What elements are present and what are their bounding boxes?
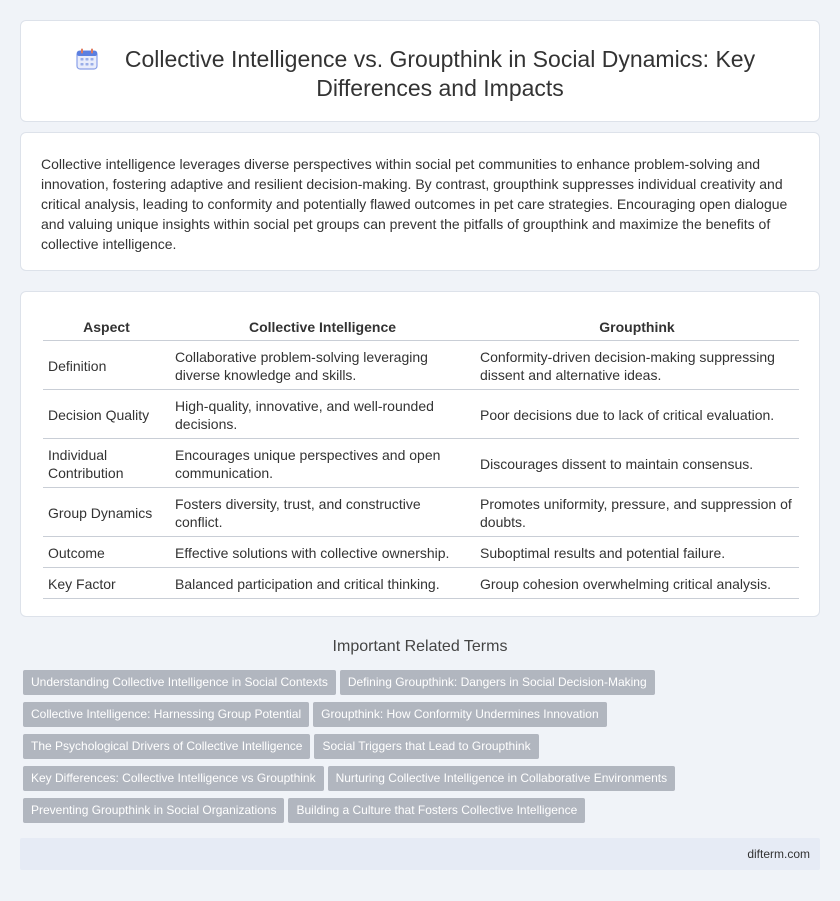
comparison-card [20,291,820,617]
table-row [43,439,799,488]
intro-paragraph: Collective intelligence leverages diverse perspectives within social pet communities to enhance problem-solving and innovation, fostering adaptive and resilient decision-making. By contrast, groupthink suppresses individual creativity and critical analysis, leading to conformity and potentially flawed outcomes in pet care strategies. Encouraging open dialogue and valuing unique insights within social pet groups can prevent the pitfalls of groupthink and maximize the benefits of collective intelligence. [41,156,788,252]
table-row [43,341,799,390]
footer-site-link[interactable]: difterm.com [747,847,810,861]
collective-cell: Fosters diversity, trust, and constructive conflict. [170,488,475,537]
footer [20,838,820,870]
groupthink-cell: Group cohesion overwhelming critical analysis. [475,568,799,599]
groupthink-cell: Promotes uniformity, pressure, and suppression of doubts. [475,488,799,537]
related-term-tag[interactable]: Preventing Groupthink in Social Organizations [23,798,284,823]
related-term-tag[interactable]: Defining Groupthink: Dangers in Social Decision-Making [340,670,655,695]
table-row [43,488,799,537]
table-header-row [43,316,799,341]
groupthink-cell: Poor decisions due to lack of critical evaluation. [475,390,799,439]
page-title: Collective Intelligence vs. Groupthink in Social Dynamics: Key Differences and Impacts [124,46,756,101]
related-term-tag[interactable]: Groupthink: How Conformity Undermines Innovation [313,702,606,727]
related-term-tag[interactable]: Key Differences: Collective Intelligence vs Groupthink [23,766,324,791]
related-term-tag[interactable]: Understanding Collective Intelligence in Social Contexts [23,670,336,695]
comparison-table [43,316,799,599]
aspect-cell: Definition [43,341,170,390]
collective-cell: Effective solutions with collective ownership. [170,537,475,568]
table-row [43,568,799,599]
related-term-tag[interactable]: Collective Intelligence: Harnessing Group Potential [23,702,309,727]
intro-card [20,132,820,271]
related-term-tag[interactable]: The Psychological Drivers of Collective Intelligence [23,734,310,759]
groupthink-cell: Discourages dissent to maintain consensus. [475,439,799,488]
table-row [43,537,799,568]
related-term-tag[interactable]: Social Triggers that Lead to Groupthink [314,734,538,759]
collective-cell: Collaborative problem-solving leveraging diverse knowledge and skills. [170,341,475,390]
column-header: Aspect [43,316,170,341]
collective-cell: Balanced participation and critical thinking. [170,568,475,599]
related-term-tag[interactable]: Nurturing Collective Intelligence in Collaborative Environments [328,766,676,791]
collective-cell: High-quality, innovative, and well-rounded decisions. [170,390,475,439]
title-card [20,20,820,122]
column-header: Groupthink [475,316,799,341]
aspect-cell: Key Factor [43,568,170,599]
aspect-cell: Decision Quality [43,390,170,439]
column-header: Collective Intelligence [170,316,475,341]
related-term-tag[interactable]: Building a Culture that Fosters Collective Intelligence [288,798,585,823]
aspect-cell: Group Dynamics [43,488,170,537]
groupthink-cell: Suboptimal results and potential failure. [475,537,799,568]
related-terms-list [23,670,823,830]
groupthink-cell: Conformity-driven decision-making suppressing dissent and alternative ideas. [475,341,799,390]
table-row [43,390,799,439]
aspect-cell: Individual Contribution [43,439,170,488]
aspect-cell: Outcome [43,537,170,568]
related-terms-heading: Important Related Terms [332,638,508,655]
collective-cell: Encourages unique perspectives and open communication. [170,439,475,488]
